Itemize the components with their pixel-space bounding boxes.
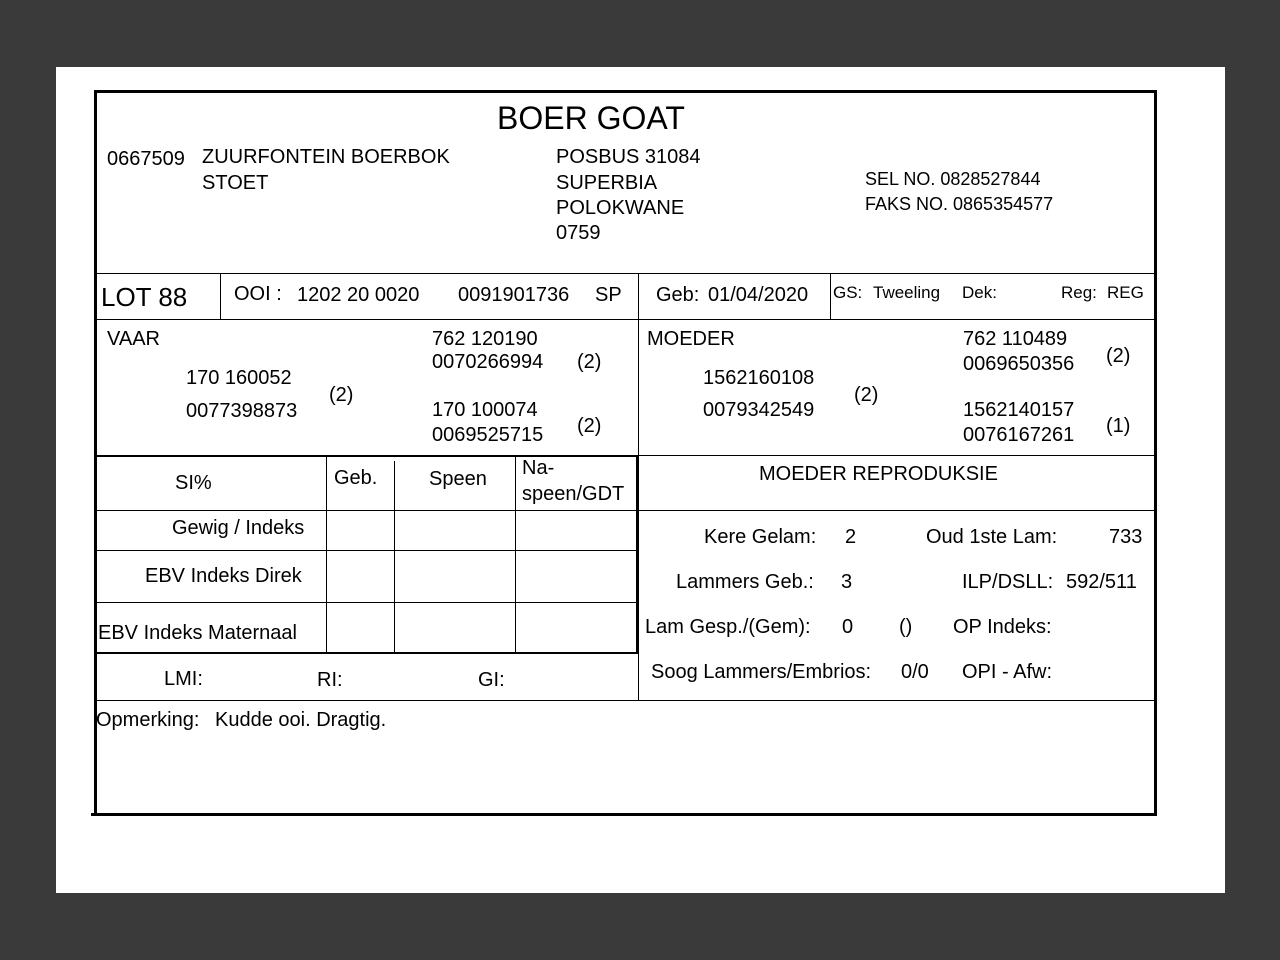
address-line: POLOKWANE (556, 197, 685, 219)
gesp-value: 0 (842, 616, 854, 638)
address-line: 0759 (556, 222, 601, 244)
repro-title: MOEDER REPRODUKSIE (759, 463, 998, 485)
remarks-text: Kudde ooi. Dragtig. (215, 709, 387, 731)
lammers-value: 3 (841, 571, 853, 593)
row-label-ebv-maternaal: EBV Indeks Maternaal (98, 622, 297, 644)
sire-sire-reg: 0070266994 (432, 351, 544, 373)
remarks-label: Opmerking: (96, 709, 200, 731)
soog-label: Soog Lammers/Embrios: (651, 661, 872, 683)
card-title: BOER GOAT (497, 100, 685, 136)
lammers-label: Lammers Geb.: (676, 571, 814, 593)
reg-label: Reg: (1061, 283, 1097, 302)
ri-label: RI: (317, 669, 343, 691)
lot-number: LOT 88 (101, 282, 188, 312)
dam-sire-id: 762 110489 (963, 328, 1068, 350)
si-label: SI% (175, 472, 212, 494)
col-speen-header: Speen (429, 468, 487, 490)
address-line: POSBUS 31084 (556, 146, 701, 168)
sire-id: 170 160052 (186, 367, 292, 389)
row-label-ebv-direk: EBV Indeks Direk (145, 565, 302, 587)
dam-label: MOEDER (647, 328, 735, 350)
geb-label: Geb: (656, 284, 700, 306)
sire-label: VAAR (107, 328, 160, 350)
address-line: SUPERBIA (556, 172, 658, 194)
gs-label: GS: (833, 283, 863, 302)
col-naspeen-header: Na- (522, 457, 555, 479)
sire-grade: (2) (329, 384, 354, 406)
oud-label: Oud 1ste Lam: (926, 526, 1058, 548)
dam-dam-id: 1562140157 (963, 399, 1075, 421)
op-label: OP Indeks: (953, 616, 1052, 638)
lmi-label: LMI: (164, 668, 203, 690)
row-label-gewig: Gewig / Indeks (172, 517, 305, 539)
sire-dam-id: 170 100074 (432, 399, 538, 421)
kere-label: Kere Gelam: (704, 526, 817, 548)
soog-value: 0/0 (901, 661, 929, 683)
gesp-gem: () (899, 616, 913, 638)
dam-dam-reg: 0076167261 (963, 424, 1075, 446)
ooi-label: OOI : (234, 283, 282, 305)
geb-date: 01/04/2020 (708, 284, 809, 306)
ooi-id: 1202 20 0020 (297, 284, 420, 306)
dam-dam-grade: (1) (1106, 415, 1131, 437)
sire-sire-id: 762 120190 (432, 328, 538, 350)
col-geb-header: Geb. (334, 467, 378, 489)
cell-number: SEL NO. 0828527844 (865, 169, 1041, 189)
fax-number: FAKS NO. 0865354577 (865, 194, 1054, 214)
dam-reg: 0079342549 (703, 399, 815, 421)
gesp-label: Lam Gesp./(Gem): (645, 616, 811, 638)
ooi-reg: 0091901736 (458, 284, 570, 306)
dam-sire-grade: (2) (1106, 345, 1131, 367)
sire-dam-reg: 0069525715 (432, 424, 544, 446)
dam-id: 1562160108 (703, 367, 815, 389)
ilp-value: 592/511 (1066, 571, 1137, 593)
col-naspeen-header: speen/GDT (522, 483, 625, 505)
breeder-name-line2: STOET (202, 172, 269, 194)
oud-value: 733 (1109, 526, 1143, 548)
dek-label: Dek: (962, 283, 997, 302)
ooi-code: SP (595, 284, 622, 306)
gs-value: Tweeling (873, 283, 941, 302)
dam-sire-reg: 0069650356 (963, 353, 1075, 375)
reg-value: REG (1107, 283, 1144, 302)
kere-value: 2 (845, 526, 857, 548)
ilp-label: ILP/DSLL: (962, 571, 1054, 593)
breeder-number: 0667509 (107, 148, 185, 170)
breeder-name-line1: ZUURFONTEIN BOERBOK (202, 146, 450, 168)
sire-dam-grade: (2) (577, 415, 602, 437)
sire-sire-grade: (2) (577, 351, 602, 373)
dam-grade: (2) (854, 384, 879, 406)
sire-reg: 0077398873 (186, 400, 298, 422)
gi-label: GI: (478, 669, 505, 691)
opi-label: OPI - Afw: (962, 661, 1053, 683)
